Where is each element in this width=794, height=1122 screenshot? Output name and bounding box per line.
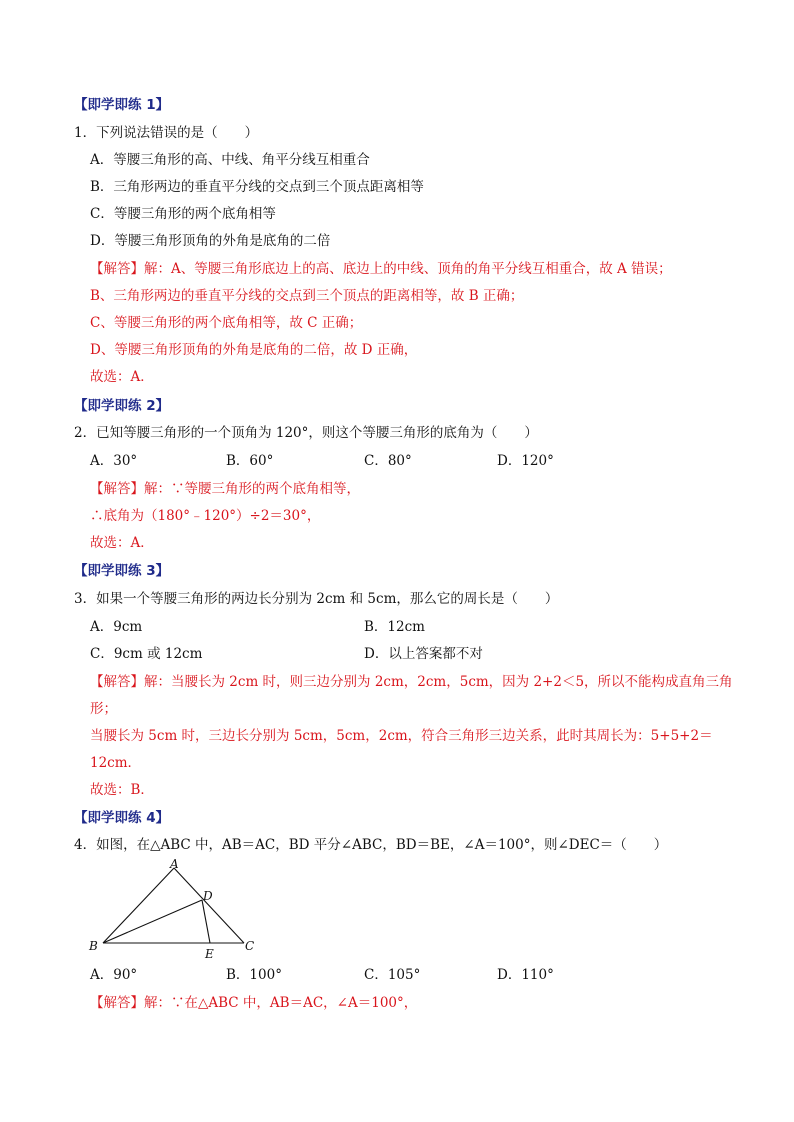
question-1-answer-line: 【解答】解：A、等腰三角形底边上的高、底边上的中线、顶角的角平分线互相重合，故 A 错误； xyxy=(90,261,672,277)
question-3-answer-line: 故选：B． xyxy=(90,782,154,798)
question-2-option-d: D．120° xyxy=(497,453,554,469)
question-4-option-d: D．110° xyxy=(497,967,554,983)
label-c: C xyxy=(245,939,255,953)
question-2-option-b: B．60° xyxy=(226,453,274,469)
question-3-option-a: A．9cm xyxy=(90,619,143,635)
question-2-option-c: C．80° xyxy=(364,453,412,469)
label-d: D xyxy=(203,889,213,903)
question-1-option-a: A．等腰三角形的高、中线、角平分线互相重合 xyxy=(90,152,370,168)
question-3-stem: 3．如果一个等腰三角形的两边长分别为 2cm 和 5cm，那么它的周长是（ ） xyxy=(74,591,559,607)
question-1-option-b: B．三角形两边的垂直平分线的交点到三个顶点距离相等 xyxy=(90,179,424,195)
triangle-figure xyxy=(84,857,274,967)
section-header: 【即学即练 2】 xyxy=(74,398,170,414)
question-4-answer-line: 【解答】解：∵在△ABC 中，AB＝AC，∠A＝100°， xyxy=(90,995,418,1011)
question-1-option-d: D．等腰三角形顶角的外角是底角的二倍 xyxy=(90,233,331,249)
section-header: 【即学即练 1】 xyxy=(74,97,170,113)
question-3-option-d: D．以上答案都不对 xyxy=(364,646,483,662)
segment-bd xyxy=(103,900,202,943)
question-2-stem: 2．已知等腰三角形的一个顶角为 120°，则这个等腰三角形的底角为（ ） xyxy=(74,425,538,441)
question-1-answer-line: 故选：A． xyxy=(90,369,154,385)
question-3-answer-line: 【解答】解：当腰长为 2cm 时，则三边分别为 2cm，2cm，5cm，因为 2+2＜5，所以不能构成直角三角 xyxy=(90,674,733,690)
segment-de xyxy=(202,900,210,943)
question-2-answer-line: 故选：A． xyxy=(90,535,154,551)
question-2-answer-line: ∴底角为（180°﹣120°）÷2＝30°， xyxy=(90,508,321,524)
question-4-stem: 4．如图，在△ABC 中，AB＝AC，BD 平分∠ABC，BD＝BE，∠A＝100°，则∠DEC＝（ ） xyxy=(74,837,668,853)
question-4-option-c: C．105° xyxy=(364,967,421,983)
question-1-stem: 1．下列说法错误的是（ ） xyxy=(74,125,259,141)
segment-ab xyxy=(103,868,174,943)
label-e: E xyxy=(205,947,214,961)
question-2-answer-line: 【解答】解：∵等腰三角形的两个底角相等， xyxy=(90,481,360,497)
question-2-option-a: A．30° xyxy=(90,453,138,469)
question-1-answer-line: B、三角形两边的垂直平分线的交点到三个顶点的距离相等，故 B 正确； xyxy=(90,288,524,304)
question-1-option-c: C．等腰三角形的两个底角相等 xyxy=(90,206,276,222)
question-4-option-a: A．90° xyxy=(90,967,138,983)
question-4-option-b: B．100° xyxy=(226,967,282,983)
section-header: 【即学即练 3】 xyxy=(74,563,170,579)
label-a: A xyxy=(170,857,179,871)
question-3-answer-line: 当腰长为 5cm 时，三边长分别为 5cm，5cm，2cm，符合三角形三边关系，此时其周长为：5+5+2＝ xyxy=(90,728,713,744)
label-b: B xyxy=(89,939,98,953)
question-3-answer-line: 12cm． xyxy=(90,755,142,771)
question-3-answer-line: 形； xyxy=(90,701,117,717)
question-3-option-c: C．9cm 或 12cm xyxy=(90,646,203,662)
question-1-answer-line: D、等腰三角形顶角的外角是底角的二倍，故 D 正确， xyxy=(90,342,418,358)
question-1-answer-line: C、等腰三角形的两个底角相等，故 C 正确； xyxy=(90,315,363,331)
section-header: 【即学即练 4】 xyxy=(74,810,170,826)
question-3-option-b: B．12cm xyxy=(364,619,425,635)
segment-ac xyxy=(174,868,244,943)
